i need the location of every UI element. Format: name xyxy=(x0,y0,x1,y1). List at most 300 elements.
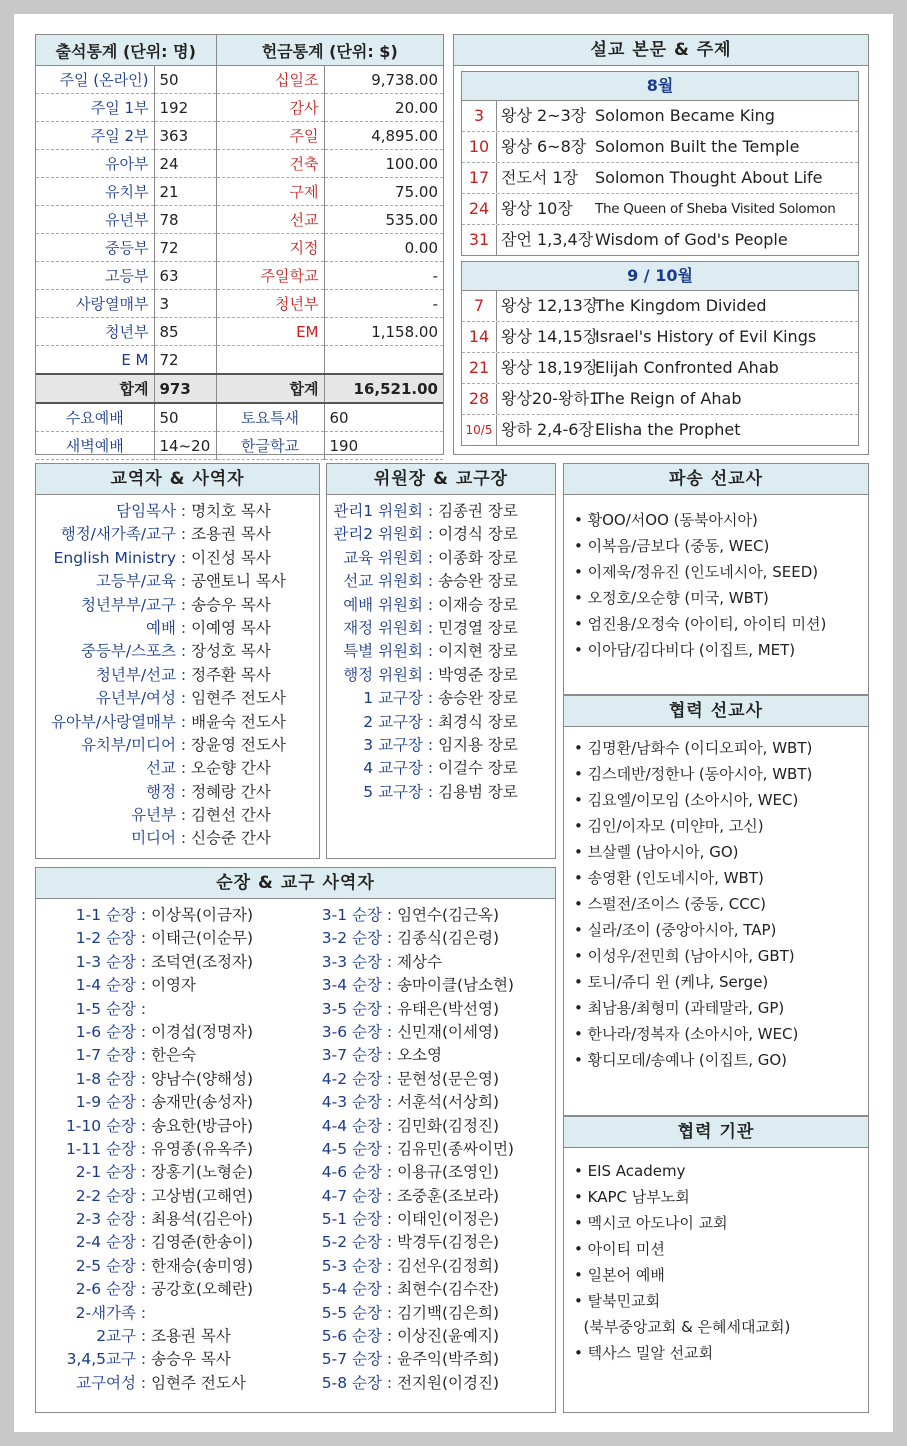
colon: : xyxy=(423,548,439,567)
colon: : xyxy=(136,1350,152,1369)
leader-item xyxy=(36,1115,296,1138)
committee-item xyxy=(327,757,555,780)
sermon-date: 14 xyxy=(462,322,497,352)
committee-item xyxy=(327,711,555,734)
leader-item-name: 유영종(유옥주) xyxy=(151,1139,254,1158)
leader-item xyxy=(286,1115,556,1138)
attendance-value: 192 xyxy=(154,94,216,122)
colon: : xyxy=(382,1303,398,1322)
leader-item-name: 송요한(방금아) xyxy=(151,1116,254,1135)
leader-item xyxy=(286,1091,556,1114)
leader-item xyxy=(36,1278,296,1301)
leader-item-role: 5-4 순장 xyxy=(321,1280,382,1299)
attendance-label: 유년부 xyxy=(36,206,154,234)
partner-org-item: • 아이티 미션 xyxy=(574,1240,665,1258)
leader-item xyxy=(36,1372,296,1395)
colon: : xyxy=(382,1139,398,1158)
committee-item-role: 특별 위원회 xyxy=(343,642,423,661)
colon: : xyxy=(136,1022,152,1041)
leader-item-name: 윤주익(박주희) xyxy=(397,1350,500,1369)
committee-item xyxy=(327,523,555,546)
committee-item-name: 이종화 장로 xyxy=(438,548,518,567)
staff-item-name: 김현선 간사 xyxy=(191,806,271,825)
attendance-label: 유아부 xyxy=(36,150,154,178)
leader-item-role: 2-3 순장 xyxy=(75,1210,136,1229)
partner-missionary-item: • 토니/쥬디 윈 (케냐, Serge) xyxy=(574,973,769,991)
leader-item-role: 3-3 순장 xyxy=(321,952,382,971)
committee-item-name: 이걸수 장로 xyxy=(438,759,518,778)
sent-missionary-item: • 황OO/서OO (동북아시아) xyxy=(574,511,758,529)
partner-missionary-item: • 황디모데/송예나 (이집트, GO) xyxy=(574,1051,788,1069)
staff-item-role: 행정/새가족/교구 xyxy=(60,525,176,544)
colon: : xyxy=(176,782,192,801)
attendance-value: 21 xyxy=(154,178,216,206)
partner-missionary-item: • 스펄전/조이스 (중동, CCC) xyxy=(574,895,767,913)
leader-item xyxy=(36,1208,296,1231)
partner-missionaries-box xyxy=(563,695,869,1116)
staff-item-role: 담임목사 xyxy=(116,502,176,520)
offering-label: 한글학교 xyxy=(216,432,324,460)
partner-missionary-item: • 브살렐 (남아시아, GO) xyxy=(574,843,739,861)
committee-item-role: 4 교구장 xyxy=(363,759,423,778)
leader-item xyxy=(36,1091,296,1114)
partner-org-item: • 일본어 예배 xyxy=(574,1266,665,1284)
staff-item-name: 공앤토니 목사 xyxy=(191,572,286,591)
sent-missionary-item: • 이복음/금보다 (중동, WEC) xyxy=(574,537,770,555)
leader-item xyxy=(36,1348,296,1371)
colon: : xyxy=(382,906,398,924)
statistics-box xyxy=(35,34,444,455)
leader-item-name: 서훈석(서상희) xyxy=(397,1093,500,1112)
staff-item xyxy=(36,500,319,523)
offering-value: 20.00 xyxy=(324,94,443,122)
colon: : xyxy=(136,1186,152,1205)
staff-box xyxy=(35,463,320,859)
colon: : xyxy=(423,689,439,708)
leader-item-role: 5-2 순장 xyxy=(321,1233,382,1252)
leader-item-name: 송재만(송성자) xyxy=(151,1093,254,1112)
leader-item-name: 이용규(조영인) xyxy=(397,1163,500,1182)
staff-item xyxy=(36,664,319,687)
colon: : xyxy=(423,642,439,661)
committee-item-name: 김용범 장로 xyxy=(438,782,518,801)
partner-missionary-item: • 이성우/전민희 (남아시아, GBT) xyxy=(574,947,795,965)
sermon-date: 10 xyxy=(462,132,497,162)
leader-item-role: 4-3 순장 xyxy=(321,1093,382,1112)
committee-item-name: 송승완 장로 xyxy=(438,572,518,591)
staff-item-role: 미디어 xyxy=(131,829,176,848)
attendance-label: 주일 2부 xyxy=(36,122,154,150)
committee-item-role: 선교 위원회 xyxy=(343,572,423,591)
leader-item xyxy=(36,1021,296,1044)
leader-item-role: 3-2 순장 xyxy=(321,929,382,948)
leader-item-name: 양남수(양해성) xyxy=(151,1069,254,1088)
leader-item xyxy=(286,1231,556,1254)
colon: : xyxy=(136,1210,152,1229)
attendance-label: 사랑열매부 xyxy=(36,290,154,318)
sermon-row xyxy=(462,163,858,194)
colon: : xyxy=(136,1303,147,1322)
sermon-passage: 왕상20-왕하1 xyxy=(501,389,600,408)
colon: : xyxy=(176,712,192,731)
staff-item xyxy=(36,827,319,850)
leader-item xyxy=(286,1068,556,1091)
leader-item-role: 5-3 순장 xyxy=(321,1256,382,1275)
committee-item-name: 이재승 장로 xyxy=(438,595,518,614)
attendance-label: 합계 xyxy=(36,374,154,403)
partner-missionary-item: • 김인/이자모 (미얀마, 고신) xyxy=(574,817,764,835)
partner-org-item: • 탈북민교회 xyxy=(574,1292,661,1310)
leader-item-role: 3-5 순장 xyxy=(321,999,382,1018)
staff-item xyxy=(36,617,319,640)
sermon-date: 17 xyxy=(462,163,497,193)
staff-item-name: 장윤영 전도사 xyxy=(191,735,286,754)
staff-item-name: 오순향 간사 xyxy=(191,759,271,778)
leader-item-name: 고상범(고해연) xyxy=(151,1186,254,1205)
leader-item-role: 5-6 순장 xyxy=(321,1327,382,1346)
leader-item xyxy=(286,951,556,974)
colon: : xyxy=(382,1210,398,1229)
committee-item-name: 김종권 장로 xyxy=(438,502,518,520)
partner-org-item: • EIS Academy xyxy=(574,1162,686,1180)
leader-item-role: 3-6 순장 xyxy=(321,1022,382,1041)
colon: : xyxy=(136,1116,152,1135)
sermon-date: 28 xyxy=(462,384,497,414)
committee-item-role: 관리1 위원회 xyxy=(333,502,423,520)
colon: : xyxy=(423,665,439,684)
colon: : xyxy=(136,1327,152,1346)
leader-item-name: 이영자 xyxy=(151,976,196,995)
leader-item xyxy=(36,1231,296,1254)
statistics-row xyxy=(36,66,443,94)
offering-label: 청년부 xyxy=(216,290,324,318)
leader-item-name: 송마이클(남소현) xyxy=(397,976,514,995)
colon: : xyxy=(176,595,192,614)
sermon-date: 7 xyxy=(462,291,497,321)
sermon-passage: 전도서 1장 xyxy=(501,168,579,187)
sermon-month xyxy=(461,261,859,446)
attendance-label: 수요예배 xyxy=(36,403,154,432)
committee-item-role: 2 교구장 xyxy=(363,712,423,731)
bulletin-page xyxy=(14,14,893,1432)
sermon-topic: Solomon Thought About Life xyxy=(595,168,823,187)
leader-item xyxy=(286,1185,556,1208)
colon: : xyxy=(382,952,398,971)
sermon-topic: Solomon Built the Temple xyxy=(595,137,800,156)
colon: : xyxy=(423,712,439,731)
leader-item-role: 2-1 순장 xyxy=(75,1163,136,1182)
staff-item-name: 정혜랑 간사 xyxy=(191,782,271,801)
staff-item-role: 청년부부/교구 xyxy=(80,595,176,614)
sermon-topic: Elisha the Prophet xyxy=(595,420,741,439)
partner-org-item: • 멕시코 아도나이 교회 xyxy=(574,1214,728,1232)
attendance-label: E M xyxy=(36,346,154,375)
offering-label: 주일 xyxy=(216,122,324,150)
colon: : xyxy=(176,806,192,825)
leader-item xyxy=(36,951,296,974)
offering-header: 헌금통계 (단위: $) xyxy=(216,35,443,66)
leader-item-name: 이태인(이정은) xyxy=(397,1210,500,1229)
colon: : xyxy=(136,1046,152,1065)
offering-value: 1,158.00 xyxy=(324,318,443,346)
attendance-value: 3 xyxy=(154,290,216,318)
committee-item xyxy=(327,687,555,710)
leader-item-name: 조덕연(조정자) xyxy=(151,952,254,971)
sermon-row xyxy=(462,353,858,384)
offering-value xyxy=(324,346,443,375)
colon: : xyxy=(136,1233,152,1252)
leader-item-role: 1-5 순장 xyxy=(75,999,136,1018)
colon: : xyxy=(176,642,192,661)
offering-label: 토요특새 xyxy=(216,403,324,432)
sermon-title: 설교 본문 & 주제 xyxy=(454,35,868,66)
staff-item xyxy=(36,594,319,617)
colon: : xyxy=(136,1163,152,1182)
colon: : xyxy=(176,689,192,708)
partner-missionary-item: • 최남용/최형미 (과테말라, GP) xyxy=(574,999,785,1017)
colon: : xyxy=(423,502,439,520)
partner-org-item: • 텍사스 밀알 선교회 xyxy=(574,1344,714,1362)
sermon-topic: The Kingdom Divided xyxy=(595,296,767,315)
partner-missionary-item: • 김스데반/정한나 (동아시아, WBT) xyxy=(574,765,813,783)
leader-item-name: 이태근(이순무) xyxy=(151,929,254,948)
staff-item-role: 중등부/스포츠 xyxy=(80,642,176,661)
sermon-passage: 왕하 2,4-6장 xyxy=(501,420,594,439)
leader-item-name: 한재승(송미영) xyxy=(151,1256,254,1275)
sermon-row xyxy=(462,194,858,225)
sermon-topic: Solomon Became King xyxy=(595,106,775,125)
committee-item-role: 행정 위원회 xyxy=(343,665,423,684)
colon: : xyxy=(176,829,192,848)
sermon-month xyxy=(461,71,859,256)
leader-item-role: 2교구 xyxy=(96,1327,136,1346)
staff-item-role: 청년부/선교 xyxy=(95,665,176,684)
leader-item-role: 2-5 순장 xyxy=(75,1256,136,1275)
staff-item xyxy=(36,757,319,780)
leader-item-role: 4-4 순장 xyxy=(321,1116,382,1135)
colon: : xyxy=(136,999,147,1018)
leader-item-name: 최용석(김은아) xyxy=(151,1210,254,1229)
leader-item-role: 1-1 순장 xyxy=(75,906,136,924)
leader-item xyxy=(286,1372,556,1395)
staff-item-role: 고등부/교육 xyxy=(95,572,176,591)
attendance-label: 주일 (온라인) xyxy=(36,66,154,94)
partner-missionary-item: • 김명환/남화수 (이디오피아, WBT) xyxy=(574,739,813,757)
colon: : xyxy=(382,1046,398,1065)
leader-item-name: 최현수(김수잔) xyxy=(397,1280,500,1299)
leader-item-role: 1-4 순장 xyxy=(75,976,136,995)
attendance-value: 72 xyxy=(154,346,216,375)
committee-item-name: 이지현 장로 xyxy=(438,642,518,661)
sermon-row xyxy=(462,132,858,163)
colon: : xyxy=(382,1373,398,1392)
leader-item-role: 5-5 순장 xyxy=(321,1303,382,1322)
leader-item xyxy=(286,1302,556,1325)
committee-item-name: 민경열 장로 xyxy=(438,618,518,637)
committee-item-name: 임지용 장로 xyxy=(438,735,518,754)
offering-value: 535.00 xyxy=(324,206,443,234)
leader-item xyxy=(36,1161,296,1184)
colon: : xyxy=(136,1256,152,1275)
leader-item-name: 박경두(김정은) xyxy=(397,1233,500,1252)
colon: : xyxy=(136,976,152,995)
partner-missionary-item: • 김요엘/이모임 (소아시아, WEC) xyxy=(574,791,799,809)
offering-value: 75.00 xyxy=(324,178,443,206)
offering-value: 16,521.00 xyxy=(324,374,443,403)
attendance-label: 청년부 xyxy=(36,318,154,346)
leader-item xyxy=(286,1348,556,1371)
leader-item-name: 김유민(종싸이먼) xyxy=(397,1139,514,1158)
staff-item xyxy=(36,687,319,710)
staff-item-name: 조용권 목사 xyxy=(191,525,271,544)
leader-item xyxy=(36,974,296,997)
committee-item-name: 송승완 장로 xyxy=(438,689,518,708)
partner-missionaries-title: 협력 선교사 xyxy=(564,696,868,727)
offering-label: 합계 xyxy=(216,374,324,403)
committee-item-role: 5 교구장 xyxy=(363,782,423,801)
partner-org-title: 협력 기관 xyxy=(564,1117,868,1148)
sermon-row xyxy=(462,225,858,255)
statistics-row xyxy=(36,346,443,375)
statistics-table xyxy=(36,35,443,460)
statistics-row xyxy=(36,403,443,432)
partner-missionary-item: • 송영환 (인도네시아, WBT) xyxy=(574,869,764,887)
staff-item-role: 행정 xyxy=(146,782,176,801)
colon: : xyxy=(382,1256,398,1275)
leader-item-role: 1-3 순장 xyxy=(75,952,136,971)
staff-item-role: 예배 xyxy=(146,618,176,637)
colon: : xyxy=(382,1093,398,1112)
statistics-row xyxy=(36,290,443,318)
sermon-passage: 왕상 2~3장 xyxy=(501,106,587,125)
statistics-row xyxy=(36,432,443,460)
statistics-row xyxy=(36,206,443,234)
sermon-row xyxy=(462,384,858,415)
leader-item-role: 5-7 순장 xyxy=(321,1350,382,1369)
leader-item-role: 2-6 순장 xyxy=(75,1280,136,1299)
attendance-label: 유치부 xyxy=(36,178,154,206)
offering-value: 100.00 xyxy=(324,150,443,178)
sermon-topic: The Queen of Sheba Visited Solomon xyxy=(595,201,836,217)
staff-item-name: 정주환 목사 xyxy=(191,665,271,684)
staff-item-name: 이진성 목사 xyxy=(191,548,271,567)
staff-item-role: 유년부/여성 xyxy=(95,689,176,708)
committee-item-role: 예배 위원회 xyxy=(343,595,423,614)
offering-label: 감사 xyxy=(216,94,324,122)
leader-item-role: 1-7 순장 xyxy=(75,1046,136,1065)
committee-item xyxy=(327,570,555,593)
leader-item-role: 1-2 순장 xyxy=(75,929,136,948)
leader-item-name: 김영준(한송이) xyxy=(151,1233,254,1252)
colon: : xyxy=(382,1280,398,1299)
leader-item-name: 한은숙 xyxy=(151,1046,196,1065)
staff-item xyxy=(36,711,319,734)
colon: : xyxy=(423,735,439,754)
colon: : xyxy=(382,1350,398,1369)
sermon-topic: The Reign of Ahab xyxy=(595,389,742,408)
offering-label: 지정 xyxy=(216,234,324,262)
colon: : xyxy=(423,782,439,801)
colon: : xyxy=(176,572,192,591)
staff-item xyxy=(36,570,319,593)
colon: : xyxy=(176,735,192,754)
staff-title: 교역자 & 사역자 xyxy=(36,464,319,495)
attendance-value: 24 xyxy=(154,150,216,178)
attendance-label: 고등부 xyxy=(36,262,154,290)
offering-value: 9,738.00 xyxy=(324,66,443,94)
offering-label xyxy=(216,346,324,375)
colon: : xyxy=(136,1373,152,1392)
colon: : xyxy=(176,502,192,520)
sermon-date: 10/5 xyxy=(462,415,497,445)
committee-item xyxy=(327,500,555,523)
leader-item-role: 1-8 순장 xyxy=(75,1069,136,1088)
leader-item-role: 1-9 순장 xyxy=(75,1093,136,1112)
leader-item xyxy=(36,1138,296,1161)
leader-item xyxy=(286,904,556,927)
leader-item-name: 공강호(오혜란) xyxy=(151,1280,254,1299)
leader-item-name: 제상수 xyxy=(397,952,442,971)
colon: : xyxy=(136,1139,152,1158)
colon: : xyxy=(382,1163,398,1182)
staff-item-role: 선교 xyxy=(146,759,176,778)
staff-item xyxy=(36,640,319,663)
committee-item xyxy=(327,594,555,617)
sermon-month-title: 9 / 10월 xyxy=(462,262,858,291)
leader-item xyxy=(36,1255,296,1278)
leader-item xyxy=(36,904,296,927)
leader-item-role: 1-6 순장 xyxy=(75,1022,136,1041)
leader-item-role: 1-11 순장 xyxy=(65,1139,136,1158)
colon: : xyxy=(176,759,192,778)
colon: : xyxy=(176,525,192,544)
staff-item xyxy=(36,523,319,546)
colon: : xyxy=(136,906,152,924)
sermon-passage: 왕상 12,13장 xyxy=(501,296,599,315)
committee-item-role: 1 교구장 xyxy=(363,689,423,708)
partner-missionary-item: • 실라/조이 (중앙아시아, TAP) xyxy=(574,921,777,939)
colon: : xyxy=(423,759,439,778)
leader-item-name: 신민재(이세영) xyxy=(397,1022,500,1041)
colon: : xyxy=(382,1022,398,1041)
leader-item-name: 조중훈(조보라) xyxy=(397,1186,500,1205)
attendance-header: 출석통계 (단위: 명) xyxy=(36,35,216,66)
sermon-passage: 잠언 1,3,4장 xyxy=(501,230,594,249)
colon: : xyxy=(382,976,398,995)
colon: : xyxy=(423,618,439,637)
leader-item-name: 오소영 xyxy=(397,1046,442,1065)
offering-label: 구제 xyxy=(216,178,324,206)
staff-item-name: 명치호 목사 xyxy=(191,502,271,520)
partner-org-box xyxy=(563,1116,869,1413)
sermon-topic: Wisdom of God's People xyxy=(595,230,788,249)
colon: : xyxy=(382,1116,398,1135)
statistics-row xyxy=(36,374,443,403)
partner-missionary-item: • 한나라/정복자 (소아시아, WEC) xyxy=(574,1025,799,1043)
leader-item-role: 2-4 순장 xyxy=(75,1233,136,1252)
colon: : xyxy=(382,1327,398,1346)
attendance-value: 85 xyxy=(154,318,216,346)
sent-missionary-item: • 이아담/김다비다 (이집트, MET) xyxy=(574,641,796,659)
staff-item xyxy=(36,734,319,757)
sent-missionary-item: • 이제욱/정유진 (인도네시아, SEED) xyxy=(574,563,819,581)
leader-item xyxy=(286,998,556,1021)
staff-item-role: 유아부/사랑열매부 xyxy=(50,712,176,731)
leader-item xyxy=(286,927,556,950)
sermon-box xyxy=(453,34,869,455)
sermon-row xyxy=(462,415,858,445)
leader-item xyxy=(286,1278,556,1301)
